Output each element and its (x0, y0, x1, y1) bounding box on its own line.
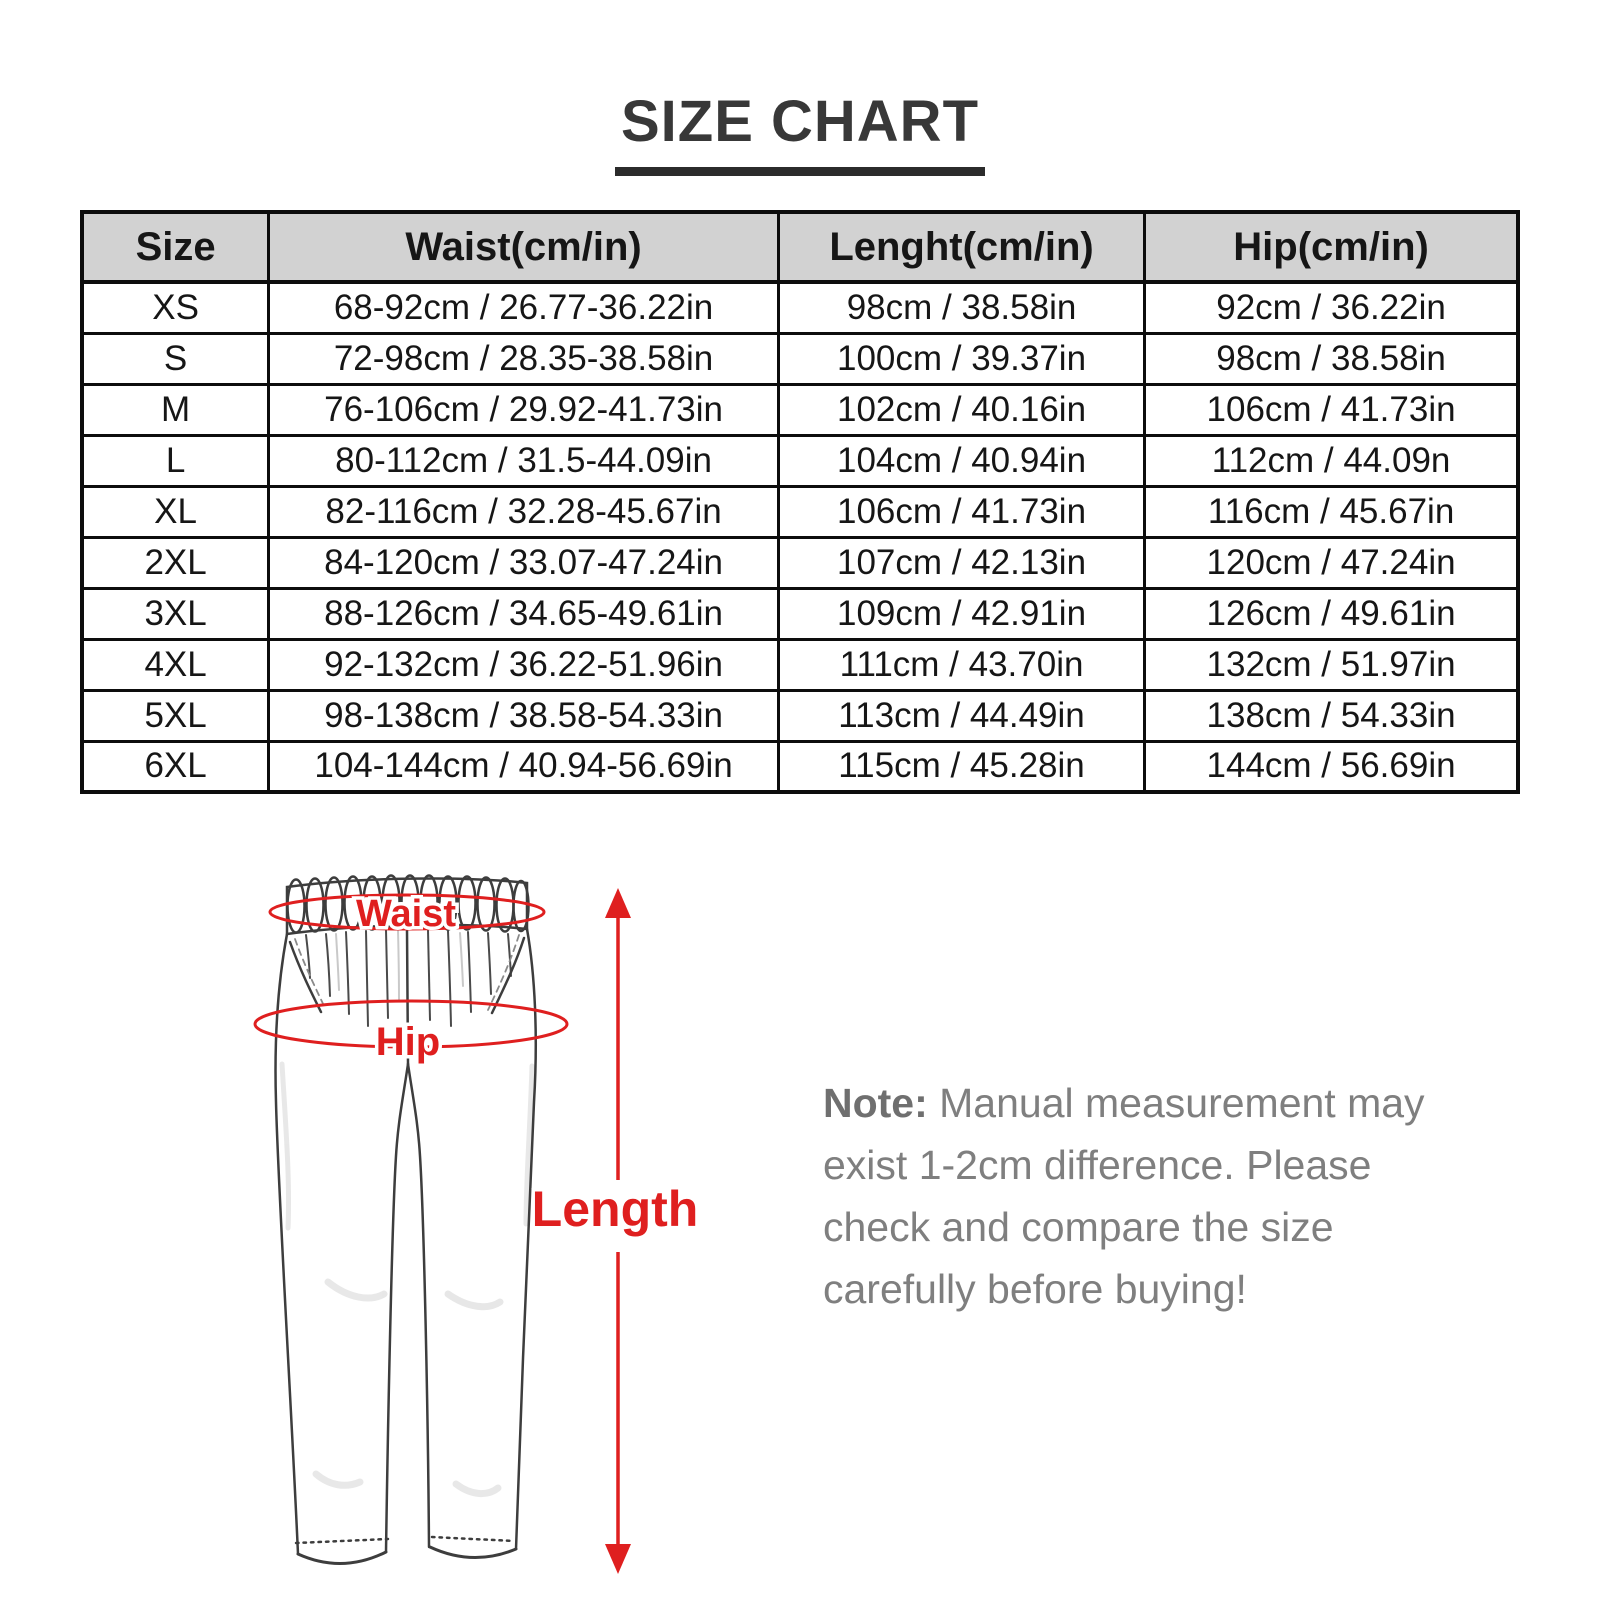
table-row (82, 384, 1518, 435)
table-row (82, 588, 1518, 639)
note-text: Manual measurement may exist 1-2cm difference. Please check and compare the size carefully before buying! (823, 1080, 1425, 1312)
value-cell: 112cm / 44.09n (1145, 435, 1518, 486)
hip-label: Hip (375, 1020, 441, 1064)
value-cell: 106cm / 41.73in (778, 486, 1144, 537)
value-cell: 120cm / 47.24in (1145, 537, 1518, 588)
size-cell: 2XL (82, 537, 269, 588)
pocket-left (290, 942, 321, 1012)
value-cell: 80-112cm / 31.5-44.09in (269, 435, 779, 486)
value-cell: 76-106cm / 29.92-41.73in (269, 384, 779, 435)
value-cell: 104cm / 40.94in (778, 435, 1144, 486)
column-header-length: Lenght(cm/in) (778, 212, 1144, 282)
size-cell: 5XL (82, 690, 269, 741)
page-title-wrap (0, 88, 1600, 176)
table-row (82, 690, 1518, 741)
size-table-body (82, 282, 1518, 792)
pocket-right (492, 938, 524, 1013)
size-cell: XS (82, 282, 269, 333)
size-cell: L (82, 435, 269, 486)
measurement-annotations (255, 888, 698, 1574)
column-header-hip: Hip(cm/in) (1145, 212, 1518, 282)
size-table-header (82, 212, 1518, 282)
header-row (82, 212, 1518, 282)
value-cell: 104-144cm / 40.94-56.69in (269, 741, 779, 792)
value-cell: 132cm / 51.97in (1145, 639, 1518, 690)
table-row (82, 537, 1518, 588)
measurement-note (823, 1072, 1448, 1320)
size-cell: M (82, 384, 269, 435)
size-cell: 4XL (82, 639, 269, 690)
note-label: Note: (823, 1080, 928, 1126)
waist-label: Waist (356, 893, 456, 935)
size-cell: S (82, 333, 269, 384)
cuff-left (298, 1552, 386, 1564)
table-row (82, 741, 1518, 792)
value-cell: 106cm / 41.73in (1145, 384, 1518, 435)
table-row (82, 639, 1518, 690)
pants-outline (275, 876, 535, 1564)
value-cell: 92-132cm / 36.22-51.96in (269, 639, 779, 690)
value-cell: 72-98cm / 28.35-38.58in (269, 333, 779, 384)
table-row (82, 333, 1518, 384)
value-cell: 98cm / 38.58in (1145, 333, 1518, 384)
cuff-right (430, 1547, 516, 1558)
table-row (82, 282, 1518, 333)
value-cell: 138cm / 54.33in (1145, 690, 1518, 741)
column-header-size: Size (82, 212, 269, 282)
value-cell: 126cm / 49.61in (1145, 588, 1518, 639)
value-cell: 144cm / 56.69in (1145, 741, 1518, 792)
size-cell: XL (82, 486, 269, 537)
pants-measurement-diagram (230, 850, 730, 1590)
value-cell: 115cm / 45.28in (778, 741, 1144, 792)
value-cell: 92cm / 36.22in (1145, 282, 1518, 333)
size-table (80, 210, 1520, 794)
value-cell: 116cm / 45.67in (1145, 486, 1518, 537)
page-title: SIZE CHART (615, 88, 985, 176)
value-cell: 88-126cm / 34.65-49.61in (269, 588, 779, 639)
column-header-waist: Waist(cm/in) (269, 212, 779, 282)
table-row (82, 435, 1518, 486)
length-label: Length (531, 1181, 699, 1237)
size-cell: 3XL (82, 588, 269, 639)
value-cell: 111cm / 43.70in (778, 639, 1144, 690)
size-cell: 6XL (82, 741, 269, 792)
value-cell: 98cm / 38.58in (778, 282, 1144, 333)
value-cell: 82-116cm / 32.28-45.67in (269, 486, 779, 537)
value-cell: 98-138cm / 38.58-54.33in (269, 690, 779, 741)
value-cell: 107cm / 42.13in (778, 537, 1144, 588)
value-cell: 109cm / 42.91in (778, 588, 1144, 639)
value-cell: 84-120cm / 33.07-47.24in (269, 537, 779, 588)
value-cell: 100cm / 39.37in (778, 333, 1144, 384)
value-cell: 102cm / 40.16in (778, 384, 1144, 435)
table-row (82, 486, 1518, 537)
value-cell: 68-92cm / 26.77-36.22in (269, 282, 779, 333)
value-cell: 113cm / 44.49in (778, 690, 1144, 741)
